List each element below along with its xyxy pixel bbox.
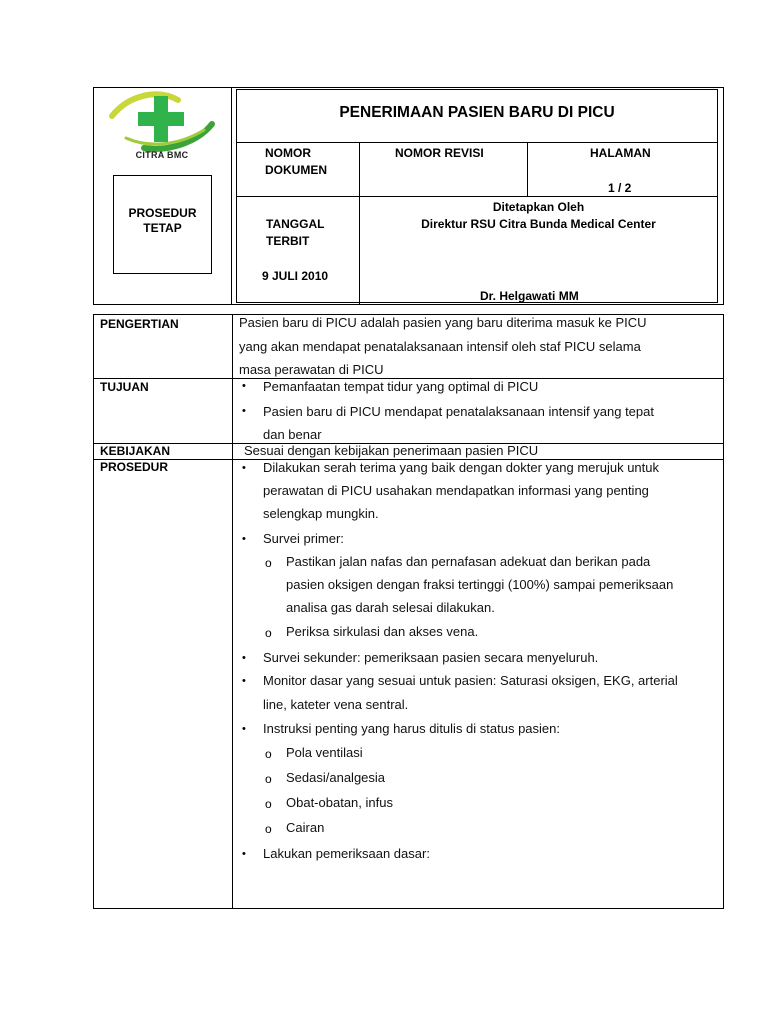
bullet: • [242,848,246,860]
row-label-tujuan: TUJUAN [100,380,149,394]
prosedur-2a-line-1: Pastikan jalan nafas dan pernafasan adekuat dan berikan pada [286,554,651,569]
instruksi-item: Pola ventilasi [286,745,363,760]
doc-type-label: PROSEDUR TETAP [128,206,197,235]
nomor-dokumen-label: NOMOR DOKUMEN [265,146,327,177]
sub-bullet: o [265,772,272,786]
row-label-pengertian: PENGERTIAN [100,317,179,331]
tujuan-item-2-line-1: Pasien baru di PICU mendapat penatalaksanaan intensif yang tepat [263,404,654,419]
pengertian-line-2: yang akan mendapat penatalaksanaan intensif oleh staf PICU selama [239,339,641,354]
row-label-prosedur: PROSEDUR [100,460,169,474]
sub-bullet: o [265,556,272,570]
bullet: • [242,652,246,664]
header-divider [231,87,232,305]
prosedur-4-line-2: line, kateter vena sentral. [263,697,409,712]
bullet: • [242,675,246,687]
prosedur-5: Instruksi penting yang harus ditulis di status pasien: [263,721,561,736]
sub-bullet: o [265,797,272,811]
bullet: • [242,462,246,474]
prosedur-1-line-1: Dilakukan serah terima yang baik dengan dokter yang merujuk untuk [263,460,660,475]
prosedur-4-line-1: Monitor dasar yang sesuai untuk pasien: Saturasi oksigen, EKG, arterial [263,673,678,688]
bullet: • [242,405,246,417]
instruksi-item: Sedasi/analgesia [286,770,386,785]
prosedur-2: Survei primer: [263,531,344,546]
prosedur-1-line-2: perawatan di PICU usahakan mendapatkan informasi yang penting [263,483,649,498]
sub-bullet: o [265,747,272,761]
prosedur-1-line-3: selengkap mungkin. [263,506,379,521]
pengertian-line-1: Pasien baru di PICU adalah pasien yang baru diterima masuk ke PICU [239,315,647,330]
prosedur-6: Lakukan pemeriksaan dasar: [263,846,430,861]
header-row-divider [236,196,718,197]
direktur-title: Direktur RSU Citra Bunda Medical Center [421,217,656,231]
tanggal-terbit-label: TANGGAL TERBIT [266,217,325,248]
bullet: • [242,380,246,392]
prosedur-3: Survei sekunder: pemeriksaan pasien secara menyeluruh. [263,650,599,665]
kebijakan-text: Sesuai dengan kebijakan penerimaan pasien PICU [244,443,539,458]
document-title: PENERIMAAN PASIEN BARU DI PICU [339,104,615,121]
bullet: • [242,723,246,735]
row-label-kebijakan: KEBIJAKAN [100,444,171,458]
instruksi-item: Obat-obatan, infus [286,795,393,810]
prosedur-2a-line-3: analisa gas darah selesai dilakukan. [286,600,495,615]
bullet: • [242,533,246,545]
pengertian-line-3: masa perawatan di PICU [239,362,384,377]
sub-bullet: o [265,626,272,640]
header-col-divider-2 [527,143,528,196]
prosedur-2a-line-2: pasien oksigen dengan fraksi tertinggi (100%) sampai pemeriksaan [286,577,674,592]
tujuan-item-1: Pemanfaatan tempat tidur yang optimal di PICU [263,379,539,394]
halaman-value: 1 / 2 [608,181,632,195]
tujuan-item-2-line-2: dan benar [263,427,322,442]
signatory-name: Dr. Helgawati MM [480,289,579,303]
nomor-revisi-label: NOMOR REVISI [395,146,484,160]
sub-bullet: o [265,822,272,836]
ditetapkan-oleh: Ditetapkan Oleh [492,200,585,214]
prosedur-2b: Periksa sirkulasi dan akses vena. [286,624,479,639]
tanggal-terbit-value: 9 JULI 2010 [262,269,329,283]
logo-text: CITRA BMC [135,150,189,160]
table-col-divider [232,314,233,909]
instruksi-item: Cairan [286,820,325,835]
halaman-label: HALAMAN [590,146,651,160]
